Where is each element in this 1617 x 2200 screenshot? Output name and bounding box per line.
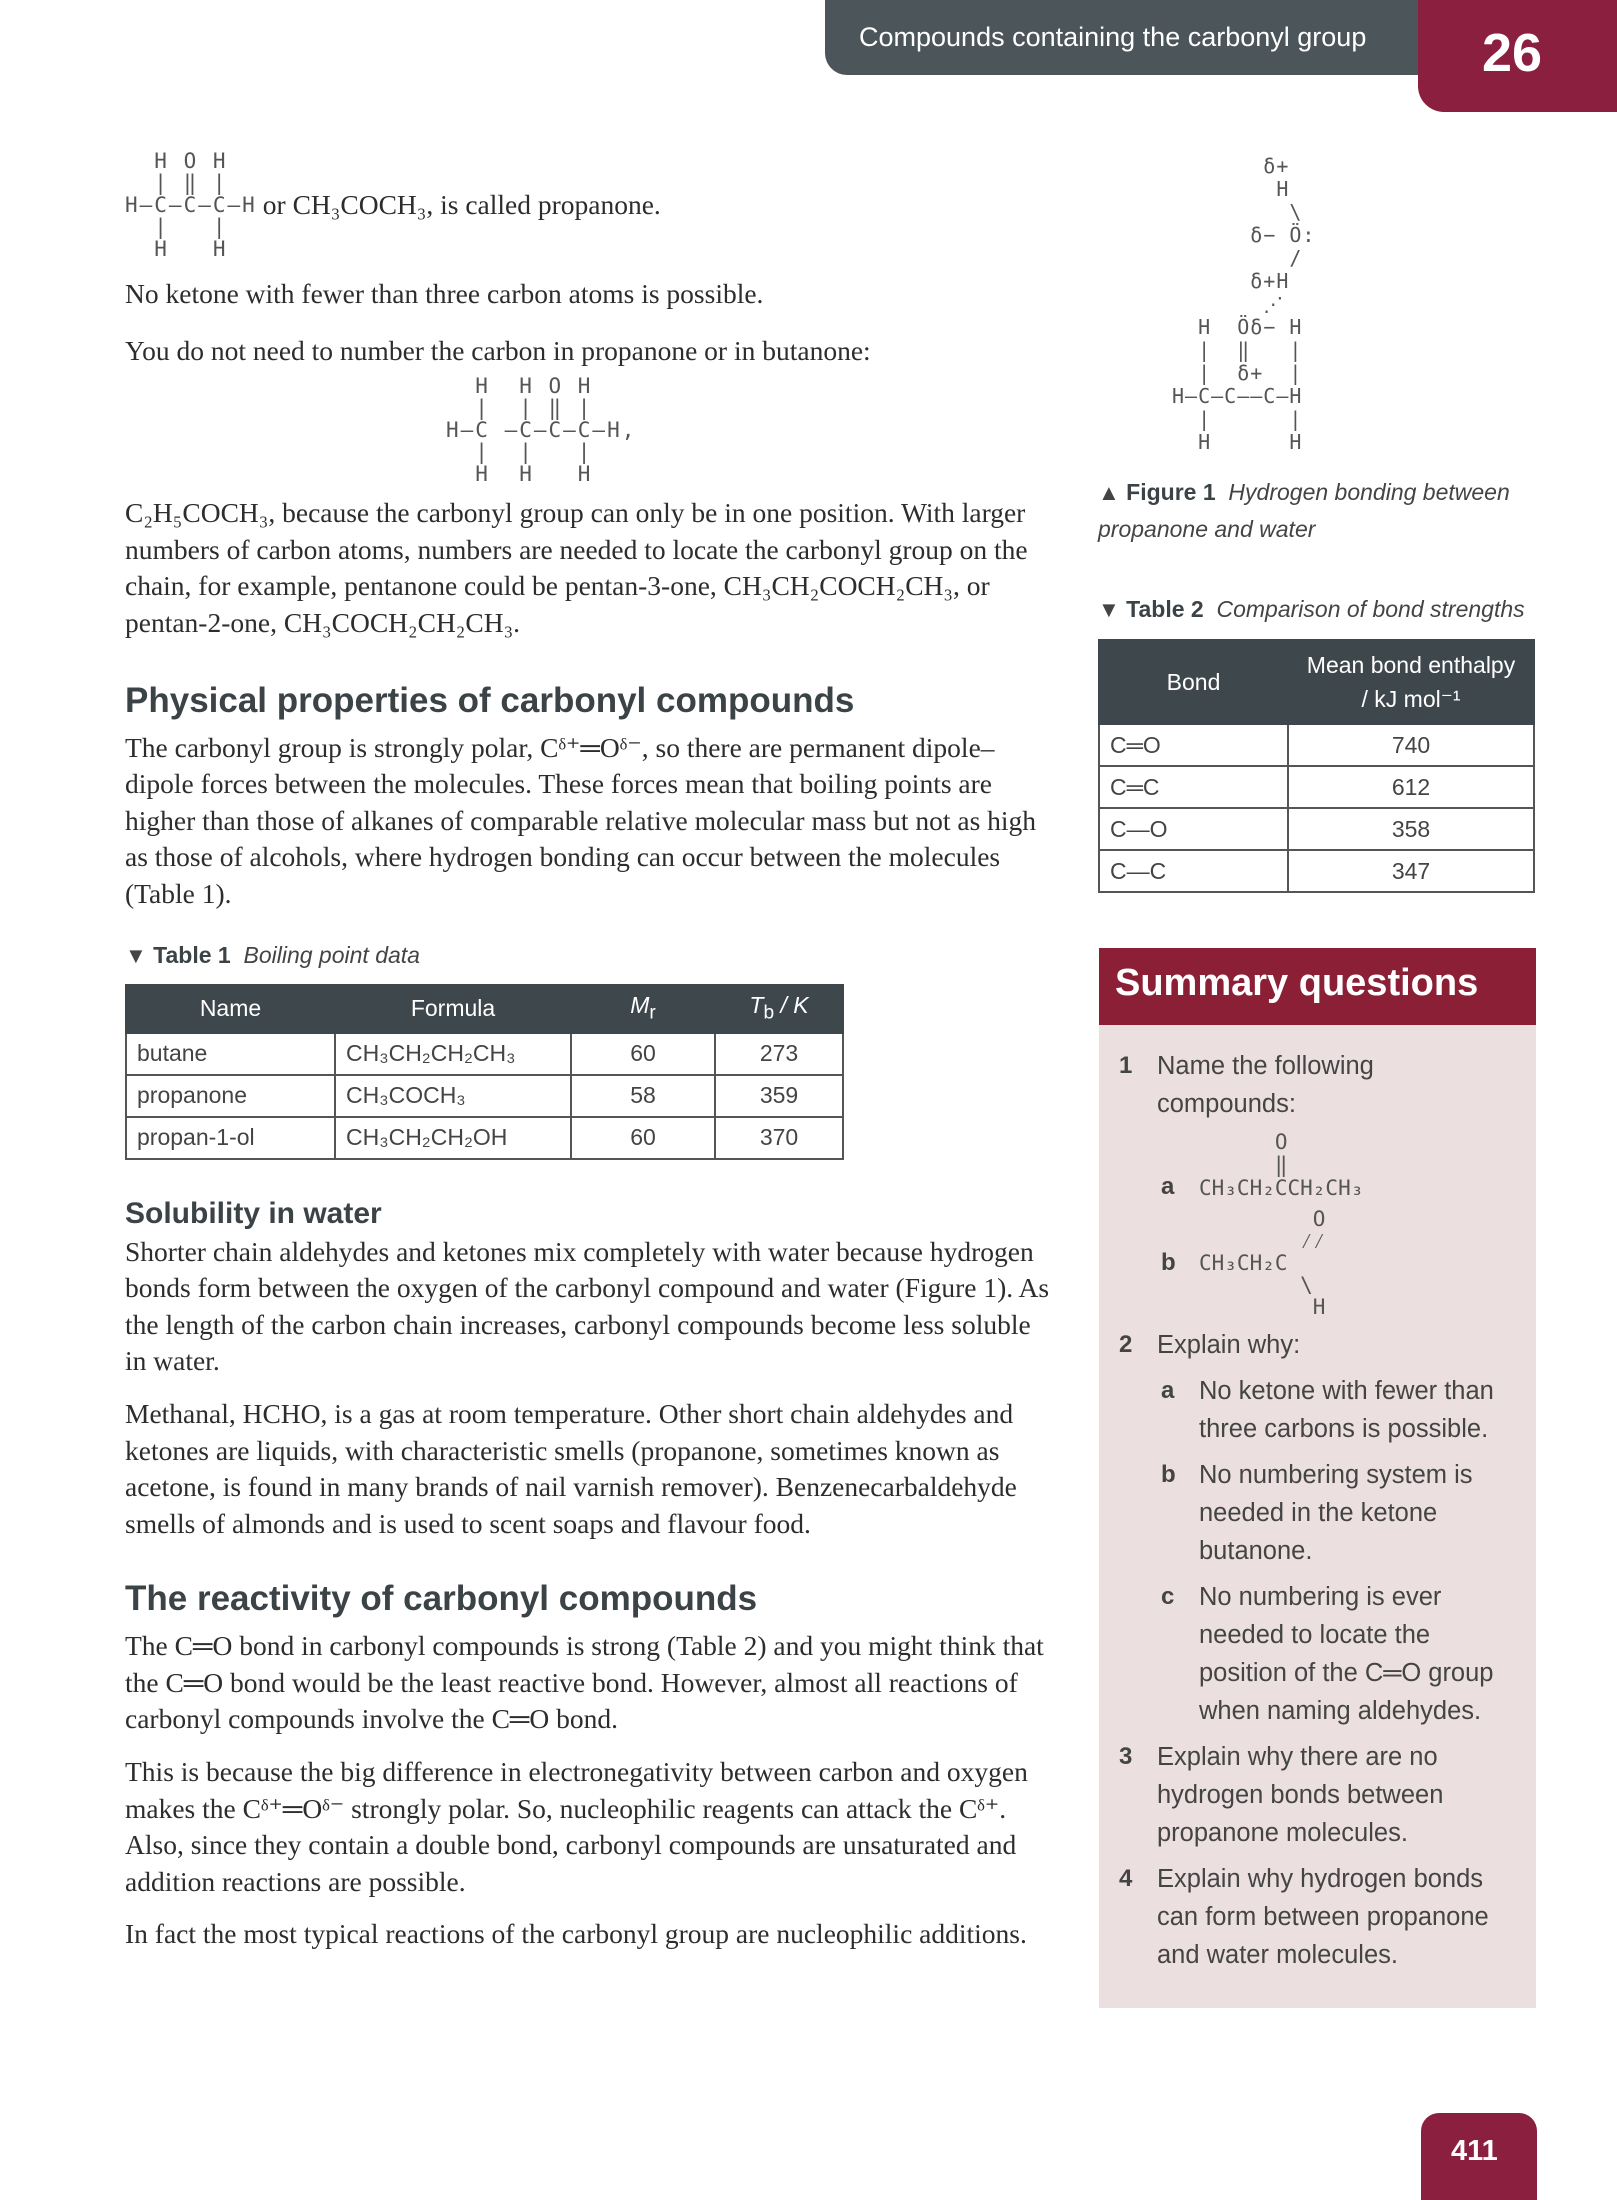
structure-line: H H: [1172, 430, 1303, 454]
cell-mr: 60: [571, 1033, 715, 1075]
table-header-row: [1099, 640, 1534, 724]
question-number: 1: [1119, 1052, 1133, 1079]
triangle-up-icon: ▲: [1098, 480, 1120, 505]
question-text: Explain why:: [1157, 1331, 1301, 1359]
page-number: 411: [1451, 2135, 1498, 2167]
structure-line: | δ+ |: [1172, 361, 1303, 385]
structure-line: H H H: [446, 462, 593, 487]
cell-mr: 60: [571, 1117, 715, 1159]
structure-line: H: [1199, 1295, 1326, 1319]
propanone-row: [125, 150, 1050, 260]
summary-questions-box: [1099, 948, 1536, 2008]
question-2: [1119, 1326, 1520, 1364]
question-number: 3: [1119, 1743, 1133, 1770]
structure-line: H H O H: [446, 374, 593, 399]
mr-symbol: M: [630, 992, 650, 1019]
paragraph: You do not need to number the carbon in propanone or in butanone:: [125, 334, 871, 366]
table-header-row: [126, 985, 843, 1033]
paragraph: The carbonyl group is strongly polar, Cᵟ⁺═Oᵟ⁻, so there are permanent dipole–dipole forces between the molecules. These forces mean that boiling points are higher than those of alkanes of comparable relative molecular mass but not as high as those of alcohols, where hydrogen bonding can occur between the molecules (Table 1).: [125, 731, 1037, 909]
subquestion-text: No numbering system is needed in the ketone butanone.: [1199, 1461, 1473, 1565]
structure-line: O: [1199, 1207, 1326, 1231]
table1-caption: [125, 939, 1050, 972]
figure1-title: Hydrogen bonding between propanone and water: [1098, 479, 1510, 542]
cell-formula: CH₃COCH₃: [335, 1075, 571, 1117]
paragraph: No ketone with fewer than three carbon atoms is possible.: [125, 278, 764, 309]
table-row: [1099, 808, 1534, 850]
structure-line: H H: [125, 237, 228, 261]
col-enthalpy: Mean bond enthalpy / kJ mol⁻¹: [1288, 640, 1534, 724]
heading-reactivity: The reactivity of carbonyl compounds: [125, 1579, 758, 1619]
subquestion-label: b: [1161, 1461, 1176, 1488]
col-tb: [715, 985, 843, 1033]
question-1: [1119, 1047, 1520, 1123]
figure1-caption: [1098, 474, 1538, 547]
cell-bond: C—O: [1099, 808, 1288, 850]
cell-value: 347: [1288, 850, 1534, 892]
structure-line: H: [1172, 177, 1290, 201]
cell-formula: CH₃CH₂CH₂OH: [335, 1117, 571, 1159]
paragraph: Shorter chain aldehydes and ketones mix completely with water because hydrogen bonds form between the oxygen of the carbonyl compound and water (Figure 1). As the length of the carbon chain increases, carbonyl compounds become less soluble in water.: [125, 1235, 1050, 1377]
cell-name: propan-1-ol: [126, 1117, 335, 1159]
cell-tb: 370: [715, 1117, 843, 1159]
subquestion-label: b: [1161, 1249, 1176, 1276]
table-row: [1099, 766, 1534, 808]
question-4: [1119, 1860, 1520, 1974]
structure-line: H Öδ− H: [1172, 315, 1303, 339]
cell-bond: C—C: [1099, 850, 1288, 892]
table-row: [126, 1033, 843, 1075]
cell-name: propanone: [126, 1075, 335, 1117]
structure-line: /: [1172, 246, 1303, 270]
compound-b-structure: [1199, 1208, 1325, 1318]
chapter-header-bar: [825, 0, 1418, 75]
structure-line: ‖: [1199, 1153, 1288, 1177]
chapter-number: 26: [1482, 23, 1543, 83]
structure-line: | ‖ |: [125, 171, 228, 195]
table1-label: Table 1: [153, 941, 231, 968]
table-row: [1099, 850, 1534, 892]
question-number: 4: [1119, 1865, 1133, 1892]
structure-line: H—C —C—C—C—H,: [446, 418, 637, 443]
heading-solubility: Solubility in water: [125, 1196, 382, 1230]
structure-line: CH₃CH₂C: [1199, 1251, 1288, 1275]
structure-line: H—C—C——C—H: [1172, 384, 1303, 408]
structure-line: ⋰: [1172, 292, 1285, 316]
paragraph: C₂H₅COCH₃, because the carbonyl group can only be in one position. With larger numbers of carbon atoms, numbers are needed to locate the carbonyl group on the chain, for example, pentanone could be pentan-3-one, CH₃CH₂COCH₂CH₃, or pentan-2-one, CH₃COCH₂CH₂CH₃.: [125, 497, 1028, 638]
cell-bond: C═O: [1099, 724, 1288, 766]
summary-header: [1099, 948, 1536, 1025]
table2-label: Table 2: [1126, 596, 1204, 622]
subquestion-label: c: [1161, 1583, 1175, 1610]
mr-subscript: r: [649, 1002, 656, 1024]
cell-tb: 273: [715, 1033, 843, 1075]
butanone-structure: [446, 375, 1050, 485]
structure-line: \: [1199, 1273, 1313, 1297]
page-number-tab: [1421, 2113, 1537, 2200]
structure-line: | ‖ |: [1172, 338, 1303, 362]
subquestion-2a: [1161, 1372, 1520, 1448]
structure-line: | |: [1172, 407, 1303, 431]
question-text: Explain why there are no hydrogen bonds between propanone molecules.: [1157, 1743, 1444, 1847]
subquestion-2b: [1161, 1456, 1520, 1570]
table-row: [1099, 724, 1534, 766]
subquestion-1a: [1161, 1131, 1520, 1200]
structure-line: | |: [125, 215, 228, 239]
cell-tb: 359: [715, 1075, 843, 1117]
summary-title: Summary questions: [1115, 962, 1479, 1004]
question-text: Explain why hydrogen bonds can form between propanone and water molecules.: [1157, 1865, 1489, 1969]
structure-line: O: [1199, 1130, 1288, 1154]
figure1-label: Figure 1: [1126, 479, 1216, 505]
structure-line: δ+H: [1172, 269, 1290, 293]
cell-mr: 58: [571, 1075, 715, 1117]
boiling-point-table: [125, 984, 844, 1160]
propanone-text: or CH₃COCH₃, is called propanone.: [262, 188, 661, 220]
tb-unit: / K: [774, 992, 809, 1019]
chapter-title: Compounds containing the carbonyl group: [859, 22, 1367, 52]
question-number: 2: [1119, 1331, 1133, 1358]
bond-strength-table: [1098, 639, 1535, 893]
table2-title: Comparison of bond strengths: [1216, 596, 1525, 622]
subquestion-text: No ketone with fewer than three carbons is possible.: [1199, 1377, 1494, 1443]
structure-line: | | |: [446, 440, 593, 465]
triangle-down-icon: ▼: [1098, 597, 1120, 622]
question-text: Name the following compounds:: [1157, 1052, 1374, 1118]
structure-line: \: [1172, 200, 1303, 224]
cell-name: butane: [126, 1033, 335, 1075]
col-bond: Bond: [1099, 640, 1288, 724]
table1-title: Boiling point data: [243, 941, 420, 968]
structure-line: | | ‖ |: [446, 396, 593, 421]
paragraph: This is because the big difference in electronegativity between carbon and oxygen makes the Cᵟ⁺═Oᵟ⁻ strongly polar. So, nucleophilic reagents can attack the Cᵟ⁺. Also, since they contain a double bond, carbonyl compounds are unsaturated and addition reactions are possible.: [125, 1756, 1028, 1897]
question-3: [1119, 1738, 1520, 1852]
tb-symbol: T: [749, 992, 764, 1019]
col-mr: [571, 985, 715, 1033]
cell-value: 358: [1288, 808, 1534, 850]
paragraph: The C═O bond in carbonyl compounds is strong (Table 2) and you might think that the C═O bond would be the least reactive bond. However, almost all reactions of carbonyl compounds involve the C═O bond.: [125, 1630, 1044, 1735]
heading-physical-properties: Physical properties of carbonyl compounds: [125, 680, 855, 720]
table2-caption: [1098, 593, 1525, 626]
paragraph: Methanal, HCHO, is a gas at room temperature. Other short chain aldehydes and ketones are liquids, with characteristic smells (propanone, sometimes known as acetone, is found in many brands of nail varnish remover). Benzenecarbaldehyde smells of almonds and is used to scent soaps and flavour food.: [125, 1397, 1017, 1539]
tb-subscript: b: [763, 1002, 775, 1024]
col-formula: Formula: [335, 985, 571, 1033]
cell-value: 612: [1288, 766, 1534, 808]
cell-value: 740: [1288, 724, 1534, 766]
table-row: [126, 1117, 843, 1159]
table-row: [126, 1075, 843, 1117]
propanone-structure: [125, 150, 257, 260]
structure-line: δ− Ö:: [1172, 223, 1316, 247]
structure-line: H O H: [125, 149, 228, 173]
triangle-down-icon: ▼: [125, 942, 147, 968]
paragraph: In fact the most typical reactions of the carbonyl group are nucleophilic additions.: [125, 1918, 1027, 1950]
chapter-number-tab: [1418, 0, 1617, 112]
subquestion-2c: [1161, 1578, 1520, 1730]
subquestion-1b: [1161, 1208, 1520, 1318]
summary-body: [1099, 1025, 1536, 1994]
structure-line: CH₃CH₂CCH₂CH₃: [1199, 1176, 1364, 1200]
subquestion-label: a: [1161, 1173, 1175, 1200]
figure1-diagram: [1172, 155, 1315, 454]
col-name: Name: [126, 985, 335, 1033]
compound-a-structure: [1199, 1131, 1363, 1200]
subquestion-text: No numbering is ever needed to locate the position of the C═O group when naming aldehydes.: [1199, 1583, 1494, 1725]
structure-line: H—C—C—C—H: [125, 193, 257, 217]
cell-bond: C═C: [1099, 766, 1288, 808]
cell-formula: CH₃CH₂CH₂CH₃: [335, 1033, 571, 1075]
main-column: [125, 150, 1050, 1953]
structure-line: ⁄⁄: [1199, 1229, 1326, 1253]
subquestion-label: a: [1161, 1377, 1175, 1404]
structure-line: δ+: [1172, 154, 1290, 178]
